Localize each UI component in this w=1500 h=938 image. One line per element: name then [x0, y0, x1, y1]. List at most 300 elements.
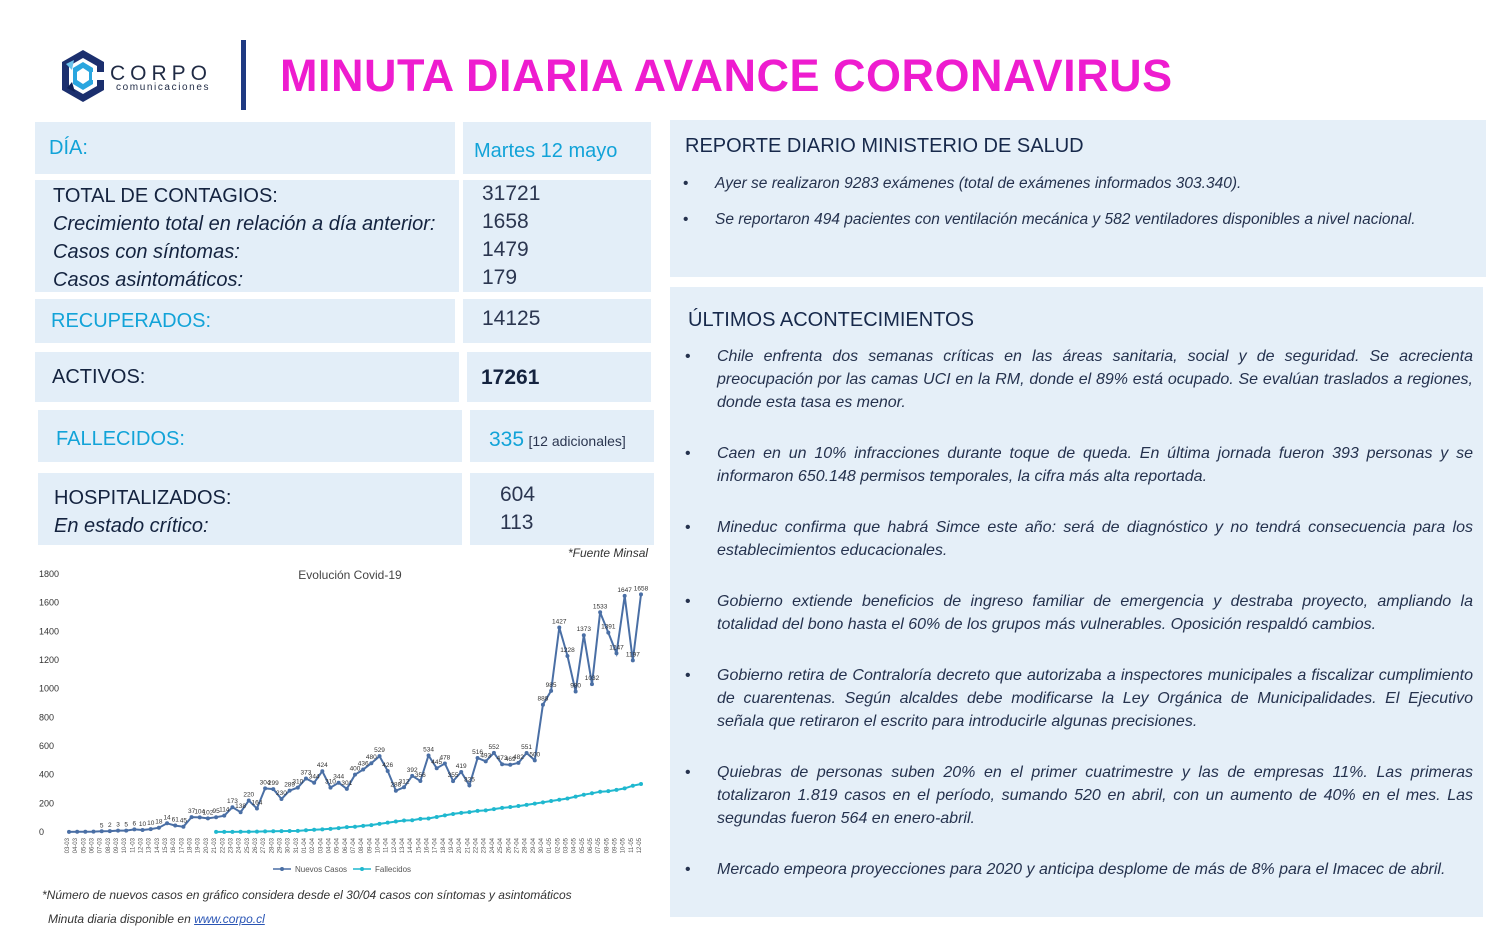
point-fallecidos [296, 829, 300, 833]
point-nuevos-casos [271, 787, 275, 791]
x-tick-label: 27-03 [261, 838, 268, 854]
data-label-nuevos-casos: 392 [406, 766, 418, 774]
x-tick-label: 08-05 [604, 838, 611, 854]
point-nuevos-casos [255, 806, 259, 810]
point-fallecidos [378, 822, 382, 826]
point-nuevos-casos [516, 761, 520, 765]
x-tick-label: 14-03 [154, 838, 161, 854]
contagios-label-box [35, 180, 459, 292]
x-tick-label: 06-03 [89, 838, 96, 854]
point-fallecidos [239, 830, 243, 834]
point-fallecidos [247, 830, 251, 834]
ultimos-panel [670, 287, 1483, 917]
point-nuevos-casos [508, 763, 512, 767]
day-label-box [35, 122, 455, 174]
point-fallecidos [369, 823, 373, 827]
data-label-nuevos-casos: 1247 [609, 644, 624, 652]
point-nuevos-casos [639, 592, 643, 596]
x-tick-label: 05-04 [334, 838, 341, 854]
x-tick-label: 06-05 [587, 838, 594, 854]
point-fallecidos [639, 782, 643, 786]
news-item: • Chile enfrenta dos semanas críticas en las áreas sanitaria, social y de seguridad. Se acrecienta preocupación por las camas UCI en la RM, donde el 89% está ocupado. Se evalúan traslados a regiones, donde esta tasa es menor. [685, 348, 1473, 411]
data-label-nuevos-casos: 493 [480, 752, 492, 760]
point-nuevos-casos [304, 777, 308, 781]
point-nuevos-casos [500, 762, 504, 766]
covid-evolution-chart [35, 562, 655, 884]
x-tick-label: 16-03 [171, 838, 178, 854]
fallecidos-value-box [470, 410, 654, 462]
footer-note: *Número de nuevos casos en gráfico considera desde el 30/04 casos con síntomas y asintomáticos [42, 888, 572, 902]
point-nuevos-casos [230, 805, 234, 809]
y-tick-label: 1000 [39, 683, 60, 694]
data-label-nuevos-casos: 299 [267, 780, 279, 788]
x-tick-label: 12-03 [138, 838, 145, 854]
data-label-nuevos-casos: 10 [138, 820, 147, 828]
recuperados-label: RECUPERADOS: [51, 310, 212, 332]
x-tick-label: 27-04 [514, 838, 521, 854]
news-item: • Caen en un 10% infracciones durante toque de queda. En última jornada fueron 393 personas y se informaron 650.148 permisos temporales, la cifra más alta reportada. [685, 445, 1473, 485]
hospitalizados-label: HOSPITALIZADOS: [54, 487, 232, 509]
logo-subtitle: comunicaciones [116, 82, 211, 93]
x-tick-label: 07-04 [351, 838, 357, 854]
header-divider [241, 40, 246, 110]
point-nuevos-casos [614, 651, 618, 655]
point-nuevos-casos [132, 827, 136, 831]
x-tick-label: 09-03 [114, 838, 121, 854]
data-label-nuevos-casos: 373 [300, 769, 312, 777]
x-tick-label: 03-03 [65, 838, 71, 854]
point-nuevos-casos [476, 756, 480, 760]
x-tick-label: 12-04 [391, 838, 398, 854]
point-nuevos-casos [574, 690, 578, 694]
point-nuevos-casos [443, 761, 447, 765]
data-label-nuevos-casos: 534 [423, 746, 434, 754]
point-fallecidos [508, 805, 512, 809]
x-tick-label: 11-03 [130, 838, 137, 853]
critico-value: 113 [500, 511, 534, 534]
point-fallecidos [500, 806, 504, 810]
point-nuevos-casos [582, 633, 586, 637]
point-fallecidos [345, 825, 349, 829]
critico-label: En estado crítico: [54, 515, 209, 537]
point-nuevos-casos [402, 785, 406, 789]
point-nuevos-casos [92, 830, 96, 834]
x-tick-label: 08-03 [105, 838, 112, 854]
point-fallecidos [467, 810, 471, 814]
x-tick-label: 20-04 [457, 838, 464, 854]
point-fallecidos [614, 788, 618, 792]
x-tick-label: 08-04 [359, 838, 366, 854]
news-item: • Mineduc confirma que habrá Simce este año: será de diagnóstico y no tendrá consecuencia para los establecimientos educacionales. [685, 519, 1473, 559]
data-label-nuevos-casos: 37 [187, 808, 196, 816]
x-tick-label: 26-04 [506, 838, 513, 854]
point-fallecidos [541, 800, 545, 804]
point-fallecidos [484, 808, 488, 812]
data-label-nuevos-casos: 516 [472, 749, 484, 757]
x-tick-label: 29-03 [277, 838, 284, 854]
activos-value: 17261 [481, 366, 540, 389]
x-tick-label: 25-04 [498, 838, 505, 854]
series-line-nuevos-casos [69, 594, 641, 832]
point-nuevos-casos [157, 826, 161, 830]
data-label-nuevos-casos: 304 [259, 779, 271, 787]
reporte-item: • Ayer se realizaron 9283 exámenes (total de exámenes informados 303.340). [683, 175, 1242, 192]
day-label: DÍA: [49, 137, 88, 159]
data-label-nuevos-casos: 500 [529, 751, 541, 759]
news-item: • Quiebras de personas suben 20% en el primer cuatrimestre y las de empresas 11%. Las primeras totalizaron 1.819 casos en el período, sumando 520 en abril, con un aumento de 40% en el mes. Las segundas fueron 564 en enero-abril. [685, 764, 1473, 827]
data-label-nuevos-casos: 164 [251, 799, 263, 807]
data-label-nuevos-casos: 45 [179, 817, 188, 825]
data-label-nuevos-casos: 1658 [633, 585, 649, 593]
x-tick-label: 04-03 [73, 838, 80, 854]
point-fallecidos [320, 827, 324, 831]
y-tick-label: 400 [39, 769, 55, 780]
legend-marker-0 [280, 867, 284, 871]
x-tick-label: 11-04 [383, 838, 390, 853]
x-tick-label: 22-03 [220, 838, 227, 854]
data-label-nuevos-casos: 18 [155, 818, 163, 826]
data-label-nuevos-casos: 102 [202, 809, 214, 817]
point-fallecidos [516, 804, 520, 808]
x-tick-label: 04-05 [571, 838, 578, 854]
x-tick-label: 26-03 [252, 838, 259, 854]
point-nuevos-casos [525, 751, 529, 755]
news-item: • Mercado empeora proyecciones para 2020 y anticipa desplome de más de 8% para el Imacec de abril. [685, 861, 1446, 878]
point-fallecidos [623, 786, 627, 790]
point-nuevos-casos [623, 594, 627, 598]
point-nuevos-casos [410, 774, 414, 778]
point-fallecidos [459, 811, 463, 815]
point-fallecidos [288, 829, 292, 833]
point-nuevos-casos [606, 631, 610, 635]
point-fallecidos [476, 809, 480, 813]
x-tick-label: 30-04 [538, 838, 545, 854]
point-nuevos-casos [459, 770, 463, 774]
point-fallecidos [549, 799, 553, 803]
x-tick-label: 01-05 [547, 838, 554, 854]
y-tick-label: 200 [39, 798, 55, 809]
data-label-nuevos-casos: 1032 [584, 675, 600, 683]
point-nuevos-casos [296, 786, 300, 790]
x-tick-label: 15-04 [416, 838, 423, 854]
point-fallecidos [451, 812, 455, 816]
point-nuevos-casos [631, 658, 635, 662]
data-label-nuevos-casos: 14 [163, 814, 171, 822]
data-label-nuevos-casos: 288 [390, 781, 402, 789]
x-tick-label: 04-04 [326, 838, 333, 854]
legend-entry: Nuevos Casos [295, 865, 348, 874]
x-tick-label: 28-03 [269, 838, 276, 854]
hospitalizados-value: 604 [500, 483, 536, 506]
contagios-value-box [463, 180, 651, 292]
x-tick-label: 09-05 [612, 838, 619, 854]
growth-value: 1658 [482, 210, 529, 233]
y-tick-label: 1600 [39, 597, 60, 608]
y-tick-label: 1400 [39, 626, 60, 637]
data-label-nuevos-casos: 230 [276, 790, 287, 798]
sintomas-value: 1479 [482, 238, 529, 261]
point-fallecidos [427, 817, 431, 821]
point-fallecidos [582, 793, 586, 797]
data-label-nuevos-casos: 310 [325, 778, 336, 786]
point-nuevos-casos [565, 654, 569, 658]
point-fallecidos [386, 821, 390, 825]
x-tick-label: 24-04 [489, 838, 496, 854]
x-tick-label: 23-04 [481, 838, 488, 854]
x-tick-label: 10-05 [620, 838, 627, 854]
data-label-nuevos-casos: 480 [365, 754, 377, 762]
x-tick-label: 01-04 [301, 838, 308, 854]
point-nuevos-casos [124, 829, 128, 833]
point-fallecidos [279, 829, 283, 833]
point-fallecidos [255, 830, 259, 834]
y-tick-label: 1800 [39, 569, 60, 579]
data-label-nuevos-casos: 173 [226, 798, 238, 806]
point-fallecidos [402, 819, 406, 823]
point-fallecidos [525, 803, 529, 807]
point-nuevos-casos [141, 828, 145, 832]
point-nuevos-casos [173, 824, 177, 828]
point-nuevos-casos [108, 829, 112, 833]
point-nuevos-casos [435, 766, 439, 770]
point-nuevos-casos [492, 751, 496, 755]
data-label-nuevos-casos: 985 [545, 681, 557, 689]
activos-label-box [35, 352, 459, 402]
point-nuevos-casos [198, 815, 202, 819]
footer-prefix: Minuta diaria disponible en [48, 912, 195, 926]
x-tick-label: 06-04 [342, 838, 349, 854]
reporte-list [683, 173, 1475, 230]
point-nuevos-casos [190, 815, 194, 819]
data-label-nuevos-casos: 325 [463, 776, 475, 784]
data-label-nuevos-casos: 310 [292, 778, 304, 786]
point-nuevos-casos [361, 768, 365, 772]
data-label-nuevos-casos: 1533 [592, 603, 608, 611]
x-tick-label: 07-05 [596, 838, 603, 854]
data-label-nuevos-casos: 138 [235, 803, 247, 811]
x-tick-label: 25-03 [244, 838, 251, 854]
corpo-logo-icon [58, 48, 108, 104]
point-nuevos-casos [320, 769, 324, 773]
x-tick-label: 28-04 [522, 838, 529, 854]
news-item: • Gobierno extiende beneficios de ingreso familiar de emergencia y destraba proyecto, ampliando la totalidad del bono hasta el 60% de los grupos más vulnerables. Oposición respaldó cambios. [685, 593, 1473, 633]
point-nuevos-casos [467, 783, 471, 787]
point-fallecidos [222, 830, 226, 834]
x-tick-label: 02-05 [555, 838, 562, 854]
logo-wordmark: CORPO [110, 62, 213, 85]
legend-entry: Fallecidos [375, 865, 412, 874]
x-tick-label: 20-03 [203, 838, 210, 854]
data-label-nuevos-casos: 478 [439, 754, 451, 762]
data-label-nuevos-casos: 1427 [552, 618, 567, 626]
ultimos-list [685, 345, 1473, 909]
x-tick-label: 10-03 [122, 838, 129, 854]
hospitalizados-label-box [38, 473, 462, 545]
point-nuevos-casos [451, 779, 455, 783]
y-tick-label: 600 [39, 741, 55, 751]
point-nuevos-casos [312, 781, 316, 785]
data-label-nuevos-casos: 344 [308, 773, 320, 781]
data-label-nuevos-casos: 95 [212, 808, 220, 816]
data-label-nuevos-casos: 10 [147, 820, 155, 828]
recuperados-label-box [35, 299, 455, 343]
data-label-nuevos-casos: 5 [124, 821, 129, 829]
total-contagios-label: TOTAL DE CONTAGIOS: [53, 185, 278, 207]
data-label-nuevos-casos: 445 [431, 759, 443, 767]
x-tick-label: 31-03 [293, 838, 300, 854]
point-fallecidos [435, 815, 439, 819]
point-fallecidos [606, 789, 610, 793]
x-tick-label: 18-04 [440, 838, 447, 854]
recuperados-value: 14125 [482, 307, 541, 330]
x-tick-label: 10-04 [375, 838, 382, 854]
data-label-nuevos-casos: 355 [447, 772, 459, 780]
x-tick-label: 18-03 [187, 838, 194, 854]
point-fallecidos [598, 790, 602, 794]
point-fallecidos [263, 829, 267, 833]
point-nuevos-casos [484, 759, 488, 763]
x-tick-label: 23-03 [228, 838, 235, 854]
point-fallecidos [557, 798, 561, 802]
data-label-nuevos-casos: 2 [108, 822, 112, 830]
x-tick-label: 05-03 [81, 838, 88, 854]
point-nuevos-casos [149, 827, 153, 831]
data-label-nuevos-casos: 1391 [601, 623, 616, 631]
point-nuevos-casos [222, 814, 226, 818]
data-label-nuevos-casos: 436 [357, 760, 369, 768]
activos-value-box [467, 352, 651, 402]
data-label-nuevos-casos: 5 [99, 822, 104, 830]
data-label-nuevos-casos: 114 [219, 806, 230, 814]
sintomas-label: Casos con síntomas: [53, 241, 240, 263]
x-tick-label: 13-04 [400, 838, 407, 854]
total-contagios-value: 31721 [482, 182, 541, 205]
corpo-link[interactable]: www.corpo.cl [194, 912, 265, 926]
x-tick-label: 24-03 [236, 838, 243, 854]
point-nuevos-casos [533, 758, 537, 762]
point-nuevos-casos [75, 830, 79, 834]
page-title: MINUTA DIARIA AVANCE CORONAVIRUS [280, 50, 1173, 101]
data-label-nuevos-casos: 552 [488, 743, 500, 751]
recuperados-value-box [463, 299, 651, 343]
chart-title: Evolución Covid-19 [298, 568, 402, 582]
x-tick-label: 30-03 [285, 838, 292, 854]
data-label-nuevos-casos: 3 [116, 821, 120, 829]
reporte-panel [670, 120, 1486, 277]
point-fallecidos [312, 828, 316, 832]
data-label-nuevos-casos: 104 [194, 808, 206, 816]
reporte-item: • Se reportaron 494 pacientes con ventilación mecánica y 582 ventiladores disponibles a nivel nacional. [683, 211, 1416, 228]
point-fallecidos [328, 827, 332, 831]
point-nuevos-casos [394, 789, 398, 793]
point-fallecidos [631, 784, 635, 788]
point-fallecidos [533, 802, 537, 806]
data-label-nuevos-casos: 888 [537, 695, 549, 703]
point-fallecidos [410, 818, 414, 822]
x-tick-label: 11-05 [628, 838, 635, 853]
point-nuevos-casos [165, 821, 169, 825]
data-label-nuevos-casos: 419 [455, 762, 467, 770]
point-fallecidos [565, 796, 569, 800]
point-nuevos-casos [418, 779, 422, 783]
data-label-nuevos-casos: 289 [284, 781, 296, 789]
legend-marker-1 [360, 867, 364, 871]
x-tick-label: 19-03 [195, 838, 202, 854]
data-label-nuevos-casos: 426 [382, 761, 394, 769]
x-tick-label: 12-05 [637, 838, 643, 854]
point-fallecidos [361, 824, 365, 828]
point-nuevos-casos [67, 830, 71, 834]
x-tick-label: 21-04 [465, 838, 472, 854]
fuente-note: *Fuente Minsal [568, 546, 649, 560]
data-label-nuevos-casos: 1647 [617, 586, 632, 594]
data-label-nuevos-casos: 529 [374, 747, 385, 755]
day-value-box [463, 122, 651, 174]
data-label-nuevos-casos: 356 [414, 771, 426, 779]
x-tick-label: 15-03 [163, 838, 170, 854]
point-nuevos-casos [590, 682, 594, 686]
asintomaticos-label: Casos asintomáticos: [53, 269, 244, 291]
data-label-nuevos-casos: 301 [341, 779, 353, 787]
data-label-nuevos-casos: 1228 [560, 646, 575, 654]
point-nuevos-casos [181, 825, 185, 829]
data-label-nuevos-casos: 980 [570, 682, 582, 690]
x-tick-label: 21-03 [212, 838, 219, 854]
point-nuevos-casos [328, 786, 332, 790]
x-tick-label: 16-04 [424, 838, 431, 854]
y-tick-label: 800 [39, 712, 55, 723]
growth-label: Crecimiento total en relación a día anterior: [53, 213, 436, 235]
point-fallecidos [590, 791, 594, 795]
point-nuevos-casos [427, 753, 431, 757]
news-item: • Gobierno retira de Contraloría decreto que autorizaba a inspectores municipales a fiscalizar cumplimiento de cuarentenas. Según alcaldes debe modificarse la Ley Orgánica de Municipalidades. El Ejecutivo señala que retiraron el escrito para introducirle algunas precisiones. [685, 667, 1473, 730]
data-label-nuevos-casos: 312 [398, 778, 410, 786]
point-nuevos-casos [337, 781, 341, 785]
data-label-nuevos-casos: 1197 [625, 651, 640, 659]
fallecidos-label: FALLECIDOS: [56, 428, 185, 450]
point-nuevos-casos [345, 787, 349, 791]
x-tick-label: 02-04 [310, 838, 317, 854]
y-tick-label: 1200 [39, 655, 60, 665]
activos-label: ACTIVOS: [52, 366, 146, 388]
data-label-nuevos-casos: 482 [512, 753, 524, 761]
point-nuevos-casos [214, 815, 218, 819]
point-nuevos-casos [239, 810, 243, 814]
fallecidos-label-box [38, 410, 462, 462]
point-fallecidos [353, 825, 357, 829]
point-nuevos-casos [100, 829, 104, 833]
day-value: Martes 12 mayo [474, 140, 618, 162]
point-nuevos-casos [549, 689, 553, 693]
x-tick-label: 13-03 [146, 838, 153, 854]
point-fallecidos [271, 829, 275, 833]
reporte-title: REPORTE DIARIO MINISTERIO DE SALUD [685, 135, 1084, 157]
data-label-nuevos-casos: 551 [521, 744, 533, 752]
point-nuevos-casos [386, 769, 390, 773]
point-fallecidos [337, 826, 341, 830]
y-tick-label: 0 [39, 827, 45, 837]
point-nuevos-casos [598, 610, 602, 614]
x-tick-label: 19-04 [449, 838, 456, 854]
fallecidos-extra: [12 adicionales] [528, 433, 626, 449]
point-fallecidos [230, 830, 234, 834]
point-nuevos-casos [369, 761, 373, 765]
data-label-nuevos-casos: 424 [316, 762, 328, 770]
x-tick-label: 17-03 [179, 838, 186, 854]
point-fallecidos [214, 830, 218, 834]
point-nuevos-casos [557, 625, 561, 629]
ultimos-title: ÚLTIMOS ACONTECIMIENTOS [688, 309, 974, 331]
